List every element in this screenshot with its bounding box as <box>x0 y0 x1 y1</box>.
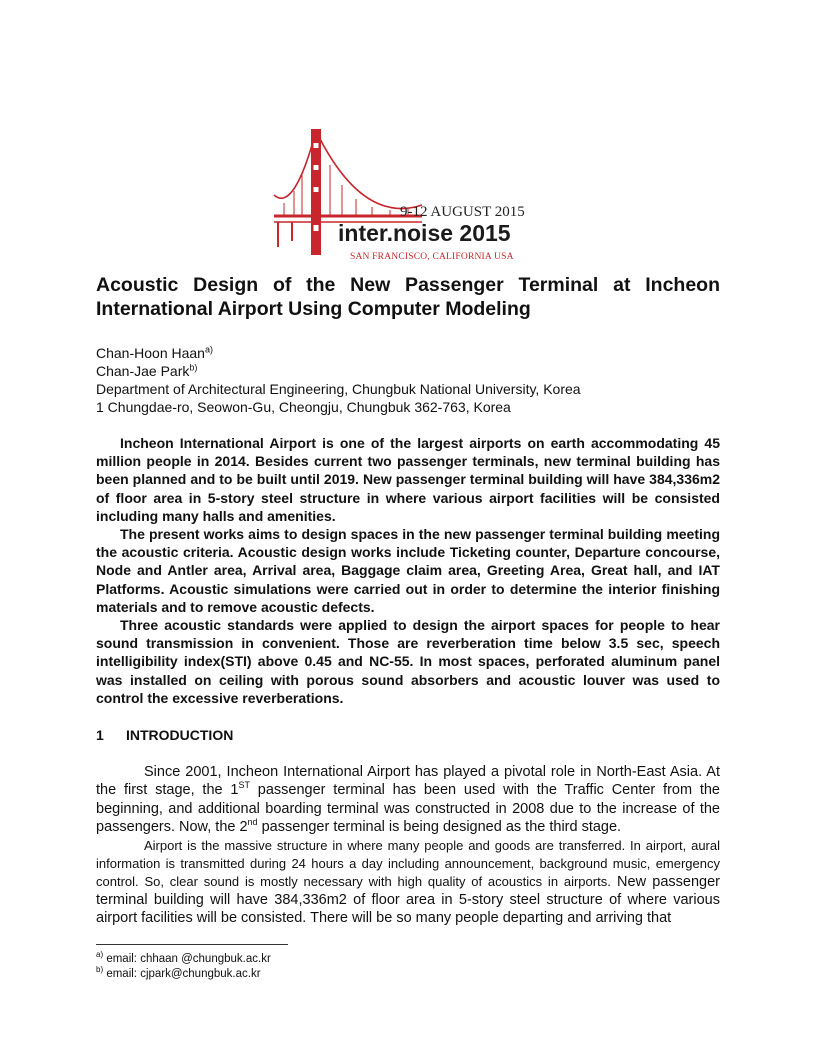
paper-title <box>96 273 720 321</box>
abstract <box>96 434 720 707</box>
section-number: 1 <box>96 727 104 743</box>
conference-name: inter.noise 2015 <box>338 220 511 246</box>
intro-paragraph-1: Since 2001, Incheon International Airport has played a pivotal role in North-East Asia. At the first stage, the 1ST passenger terminal has been used with the Traffic Center from the beginning, and additional boarding terminal was constructed in 2008 due to the increase of the passengers. Now, the 2nd passenger terminal is being designed as the third stage. <box>96 764 720 836</box>
author-1: Chan-Hoon Haan$^{a)}$ <box>96 344 213 361</box>
abstract-paragraph-2: The present works aims to design spaces in the new passenger terminal building meeting the acoustic criteria. Acoustic design works include Ticketing counter, Departure concourse, Node and Antler area, Arrival area, Baggage claim area, Greeting Area, Great hall, and IAT Platforms. Acoustic simulations were carried out in order to determine the interior finishing materials and to remove acoustic defects. <box>96 526 720 615</box>
footnote-divider <box>96 944 288 945</box>
author-1-footnote-mark: a) <box>204 344 213 355</box>
introduction-body <box>96 763 720 928</box>
conference-location: SAN FRANCISCO, CALIFORNIA USA <box>350 252 514 261</box>
author-2: Chan-Jae Park$^{b)}$ <box>96 362 198 379</box>
paper-title-line-1: Acoustic Design of the New Passenger Terminal at Incheon <box>96 274 720 296</box>
intro-paragraph-2: Airport is the massive structure in where many people and goods are transferred. In airport, aural information is transmitted during 24 hours a day including announcement, background music, emergency control. So, clear sound is mostly necessary with high quality of acoustics in airports. New passenger terminal building will have 384,336m2 of floor area in 5-story steel structure of where various airport facilities will be consisted. There will be so many people departing and arriving that <box>96 837 720 927</box>
author-block <box>96 344 736 416</box>
author-2-footnote-mark: b) <box>189 362 198 373</box>
footnote-a: $^{a)}$ email: chhaan @chungbuk.ac.kr <box>96 950 271 965</box>
paper-title-line-2: International Airport Using Computer Modeling <box>96 298 531 320</box>
abstract-paragraph-1: Incheon International Airport is one of the largest airports on earth accommodating 45 million people in 2014. Besides current two passenger terminals, new terminal building has been planned and to be built until 2019. New passenger terminal building will have 384,336m2 of floor area in 5-story steel structure in where various airport facilities will be consisted including many halls and amenities. <box>96 435 720 524</box>
affiliation: Department of Architectural Engineering, Chungbuk National University, Korea <box>96 381 581 397</box>
section-heading <box>96 727 233 743</box>
abstract-paragraph-3: Three acoustic standards were applied to design the airport spaces for people to hear sound transmission in convenient. Those are reverberation time below 3.5 sec, speech intelligibility index(STI) above 0.45 and NC-55. In most spaces, perforated aluminum panel was installed on ceiling with porous sound absorbers and acoustic louver was used to control the excessive reverberations. <box>96 617 720 706</box>
footnote-b: $^{b)}$ email: cjpark@chungbuk.ac.kr <box>96 965 261 980</box>
section-title: INTRODUCTION <box>126 727 234 743</box>
address: 1 Chungdae-ro, Seowon-Gu, Cheongju, Chungbuk 362-763, Korea <box>96 399 511 415</box>
conference-logo <box>272 125 547 261</box>
conference-date: 9-12 AUGUST 2015 <box>400 204 525 220</box>
footnotes <box>96 952 271 982</box>
